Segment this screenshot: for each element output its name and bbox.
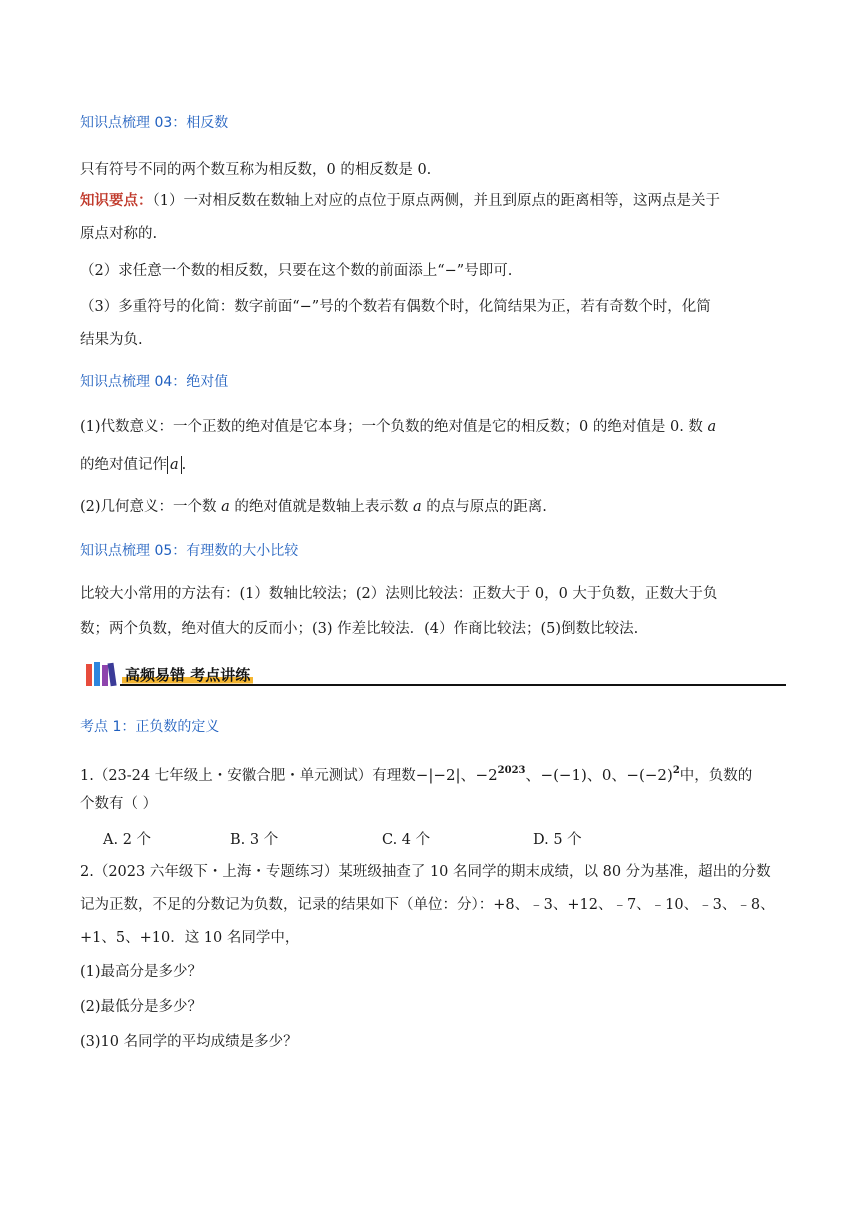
question-2-sub-3: (3)10 名同学的平均成绩是多少？ [80,1034,298,1050]
keypoint-line-3: （3）多重符号的化简：数字前面“−”号的个数若有偶数个时，化简结果为正，若有奇数个时，化简 [80,299,711,315]
opposite-number-definition: 只有符号不同的两个数互称为相反数，0 的相反数是 0. [80,162,432,178]
q1-source: 1.（23-24 七年级上・安徽合肥・单元测试）有理数 [80,768,416,784]
banner-title: 高频易错 考点讲练 [122,664,253,685]
q1-exponent-2023: 2023 [497,765,526,776]
section-04-heading: 知识点梳理 04：绝对值 [80,374,229,390]
question-2-line-2: 记为正数，不足的分数记为负数，记录的结果如下（单位：分）：+8、﹣3、+12、﹣7、﹣10、﹣3、﹣8、 [80,897,775,913]
section-05-heading: 知识点梳理 05：有理数的大小比较 [80,543,299,559]
absolute-value-geometric [80,497,790,517]
keypoint-line-3-cont: 结果为负. [80,332,143,348]
q1-expression-1: −|−2|、−2 [415,766,498,784]
geo-text-2: 的绝对值就是数轴上表示数 [234,499,409,515]
kaodian-1-heading: 考点 1：正负数的定义 [80,719,220,735]
comparison-methods-2: 数；两个负数，绝对值大的反而小；(3) 作差比较法．(4）作商比较法；(5)倒数比较法. [80,621,639,637]
keypoint-label: 知识要点： [80,192,153,209]
notation-end: . [181,457,187,473]
choice-b[interactable]: B. 3 个 [230,832,279,848]
comparison-methods-1: 比较大小常用的方法有：(1）数轴比较法；(2）法则比较法：正数大于 0，0 大于负数，正数大于负 [80,586,718,602]
section-banner [84,660,786,688]
algebraic-text: (1)代数意义：一个正数的绝对值是它本身；一个负数的绝对值是它的相反数；0 的绝对值是 0. 数 [80,419,703,435]
variable-a-3: a [413,499,422,515]
question-2-line-1: 2.（2023 六年级下・上海・专题练习）某班级抽查了 10 名同学的期末成绩，以 80 分为基准，超出的分数 [80,864,771,880]
question-1-line-2: 个数有（ ） [80,796,158,812]
geo-text-3: 的点与原点的距离. [426,499,547,515]
question-2-sub-2: (2)最低分是多少？ [80,999,203,1015]
abs-a-notation: a [167,456,182,474]
books-icon [84,660,118,688]
question-2-line-3: +1、5、+10．这 10 名同学中， [80,930,300,946]
keypoint-line-1 [80,191,790,211]
keypoint-1-text: （1）一对相反数在数轴上对应的点位于原点两侧，并且到原点的距离相等，这两点是关于 [152,193,720,209]
absolute-value-algebraic-1 [80,417,790,437]
choice-a[interactable]: A. 2 个 [103,832,152,848]
keypoint-line-1-cont: 原点对称的. [80,226,158,242]
section-03-heading: 知识点梳理 03：相反数 [80,115,229,131]
variable-a-2: a [221,499,230,515]
notation-text: 的绝对值记作 [80,457,167,473]
choice-d[interactable]: D. 5 个 [533,832,582,848]
q1-exponent-2: 2 [672,765,680,776]
geo-text-1: (2)几何意义：一个数 [80,499,217,515]
q1-suffix: 中，负数的 [679,768,753,784]
variable-a: a [707,419,717,435]
absolute-value-algebraic-2 [80,455,790,475]
question-1-line-1 [80,761,790,786]
q1-expression-2: 、−(−1)、0、−(−2) [525,766,673,784]
question-2-sub-1: (1)最高分是多少？ [80,964,203,980]
keypoint-line-2: （2）求任意一个数的相反数，只要在这个数的前面添上“−”号即可. [80,263,513,279]
choice-c[interactable]: C. 4 个 [382,832,431,848]
